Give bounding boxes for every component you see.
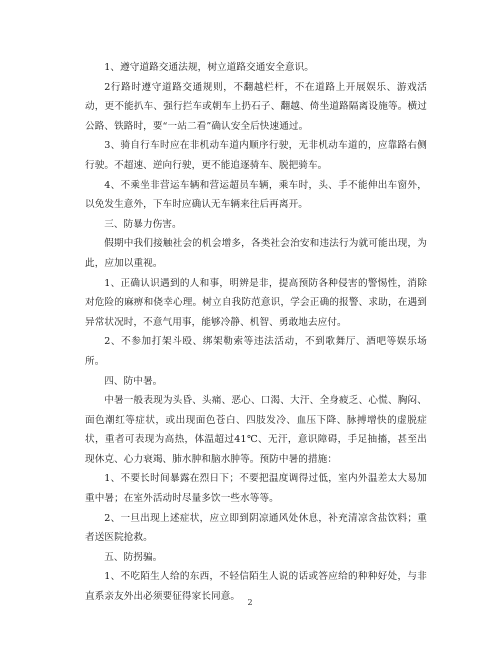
- paragraph-heatstroke-treatment: 2、一旦出现上述症状，应立即到阴凉通风处休息，补充清凉含盐饮料；重者送医院抢救。: [85, 512, 427, 544]
- paragraph-violence-awareness: 1、正确认识遇到的人和事，明辨是非，提高预防各种侵害的警惕性，消除对危险的麻痹和侥幸心理。树立自我防范意识，学会正确的报警、求助，在遇到异常状况时，不意气用事，能够冷静、机智、勇敢地去应付。: [85, 277, 427, 328]
- section-heading-heatstroke: 四、防中暑。: [104, 375, 163, 387]
- section-heading-abduction: 五、防拐骗。: [104, 551, 163, 563]
- page-number: 2: [247, 598, 253, 607]
- paragraph-traffic-rules: 1、遵守道路交通法规，树立道路交通安全意识。: [104, 62, 314, 73]
- paragraph-violence-intro: 假期中我们接触社会的机会增多，各类社会治安和违法行为就可能出现，为此，应加以重视。: [85, 238, 427, 269]
- paragraph-walking-rules: 2行路时遵守道路交通规则，不翻越栏杆，不在道路上开展娱乐、游戏活动，更不能扒车、强行拦车或朝车上扔石子、翻越、倚坐道路隔离设施等。横过公路、铁路时，要“一站二看”确认安全后快速通过。: [85, 81, 427, 132]
- paragraph-cycling-rules: 3、骑自行车时应在非机动车道内顺序行驶，无非机动车道的，应靠路右侧行驶。不超速、逆向行驶，更不能追逐骑车、脱把骑车。: [85, 140, 427, 171]
- document-body: [85, 58, 427, 607]
- paragraph-heatstroke-prevention: 1、不要长时间暴露在烈日下；不要把温度调得过低，室内外温差太大易加重中暑；在室外活动时尽量多饮一些水等等。: [85, 473, 427, 505]
- paragraph-violence-avoid: 2、不参加打架斗殴、绑架勒索等违法活动，不到歌舞厅、酒吧等娱乐场所。: [85, 336, 427, 367]
- paragraph-vehicle-rules: 4、不乘坐非营运车辆和营运超员车辆，乘车时，头、手不能伸出车窗外，以免发生意外，下车时应确认无车辆来往后再离开。: [85, 179, 427, 211]
- paragraph-abduction-rules: 1、不吃陌生人给的东西，不轻信陌生人说的话或答应给的种种好处，与非直系亲友外出必须要征得家长同意。: [85, 571, 427, 603]
- section-heading-violence: 三、防暴力伤害。: [104, 218, 182, 230]
- paragraph-heatstroke-symptoms: 中暑一般表现为头昏、头痛、恶心、口渴、大汗、全身疲乏、心慌、胸闷、面色潮红等症状，或出现面色苍白、四肢发冷、血压下降、脉搏增快的虚脱症状，重者可表现为高热，体温超过41℃、无汗，意识障碍，手足抽搐，甚至出现休克、心力衰竭、肺水肿和脑水肿等。预防中暑的措施：: [85, 395, 427, 465]
